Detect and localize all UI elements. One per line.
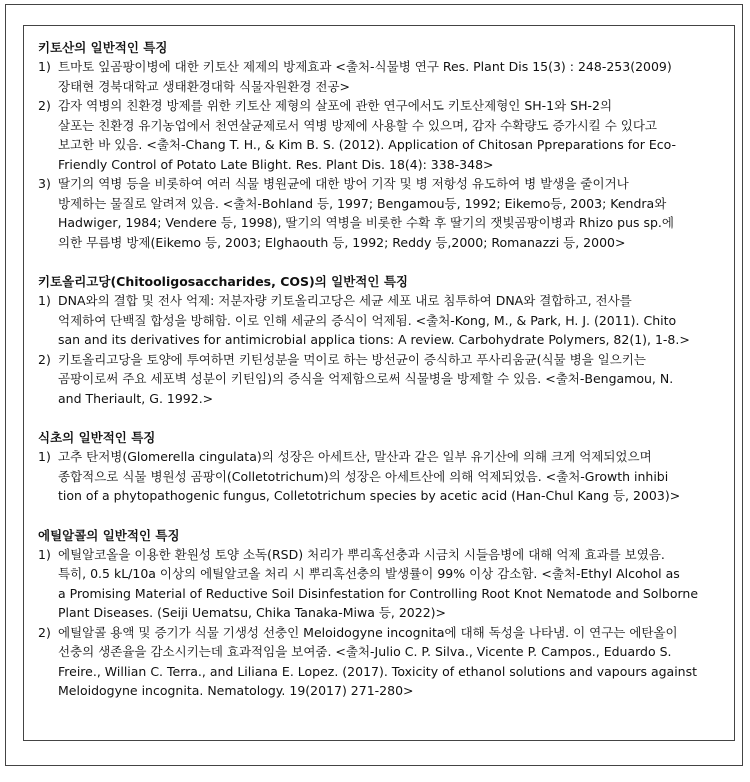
item-text-line: 선충의 생존율을 감소시키는데 효과적임을 보여줌. <출처-Julio C. P. Silva., Vicente P. Campos., Eduardo S.	[58, 644, 672, 659]
item-text-line: 고추 탄저병(Glomerella cingulata)의 성장은 아세트산, 말산과 같은 일부 유기산에 의해 크게 억제되었으며	[58, 449, 652, 464]
section-ethyl-alcohol	[38, 526, 722, 701]
item-number: 1)	[38, 59, 51, 74]
section-vinegar	[38, 428, 722, 506]
item-number: 1)	[38, 449, 51, 464]
section-chitosan	[38, 38, 722, 252]
item-text-line: 의한 무름병 방제(Eikemo 등, 2003; Elghaouth 등, 1992; Reddy 등,2000; Romanazzi 등, 2000>	[58, 234, 626, 250]
page-frame	[5, 4, 743, 766]
item-text-line: a Promising Material of Reductive Soil Disinfestation for Controlling Root Knot Nematode and Solborne	[58, 585, 699, 601]
section-heading: 키토산의 일반적인 특징	[38, 40, 168, 55]
item-text-line: 에틸알콜 용액 및 증기가 식물 기생성 선충인 Meloidogyne incognita에 대해 독성을 나타냄. 이 연구는 에탄올이	[58, 624, 678, 640]
item-number: 1)	[38, 546, 51, 562]
section-heading: 식초의 일반적인 특징	[38, 430, 156, 445]
item-number: 2)	[38, 98, 51, 113]
item-text-line: tion of a phytopathogenic fungus, Colletotrichum species by acetic acid (Han-Chul Kang 등, 2003)>	[58, 488, 681, 503]
item-number: 3)	[38, 176, 51, 191]
item-text-line: 억제하여 단백질 합성을 방해함. 이로 인해 세균의 증식이 억제됨. <출처-Kong, M., & Park, H. J. (2011). Chito	[58, 312, 677, 328]
item-text-line: DNA와의 결합 및 전사 억제: 저분자량 키토올리고당은 세균 세포 내로 침투하여 DNA와 결합하고, 전사를	[58, 293, 632, 308]
item-text-line: 딸기의 역병 등을 비롯하여 여러 식물 병원균에 대한 방어 기작 및 병 저항성 유도하여 병 발생을 줄이거나	[58, 176, 629, 191]
section-heading: 에틸알콜의 일반적인 특징	[38, 527, 180, 543]
item-text-line: Meloidogyne incognita. Nematology. 19(2017) 271-280>	[58, 683, 414, 698]
list-item	[38, 96, 722, 174]
list-item	[38, 447, 722, 506]
content-box	[23, 25, 735, 741]
item-text-line: 보고한 바 있음. <출처-Chang T. H., & Kim B. S. (2012). Application of Chitosan Ppreparations for Eco-	[58, 137, 677, 152]
list-item	[38, 623, 722, 701]
item-text-line: san and its derivatives for antimicrobial applica tions: A review. Carbohydrate Polymers, 82(1), 1-8.>	[58, 332, 690, 347]
item-text-line: 감자 역병의 친환경 방제를 위한 키토산 제형의 살포에 관한 연구에서도 키토산제형인 SH-1와 SH-2의	[58, 98, 613, 113]
item-text-line: 종합적으로 식물 병원성 곰팡이(Colletotrichum)의 성장은 아세트산에 의해 억제되었음. <출처-Growth inhibi	[58, 468, 669, 484]
section-chitooligosaccharides	[38, 272, 722, 408]
item-number: 1)	[38, 293, 51, 308]
item-number: 2)	[38, 351, 51, 367]
item-number: 2)	[38, 624, 51, 640]
item-text-line: Freire., Willian C. Terra., and Liliana E. Lopez. (2017). Toxicity of ethanol solutions and vapours against	[58, 663, 698, 679]
item-text-line: 장태현 경북대학교 생태환경대학 식물자원환경 전공>	[58, 78, 351, 94]
list-item	[38, 545, 722, 623]
list-item	[38, 174, 722, 252]
item-text-line: 곰팡이로써 주요 세포벽 성분이 키틴임)의 증식을 억제함으로써 식물병을 방제할 수 있음. <출처-Bengamou, N.	[58, 371, 674, 386]
item-text-line: 트마토 잎곰팡이병에 대한 키토산 제제의 방제효과 <출처-식물병 연구 Res. Plant Dis 15(3) : 248-253(2009)	[58, 59, 672, 74]
item-text-line: 키토올리고당을 토양에 투여하면 키틴성분을 먹이로 하는 방선균이 증식하고 푸사리움균(식물 병을 일으키는	[58, 351, 646, 367]
item-text-line: and Theriault, G. 1992.>	[58, 390, 214, 406]
item-text-line: Hadwiger, 1984; Vendere 등, 1998), 딸기의 역병을 비롯한 수확 후 딸기의 잿빛곰팡이병과 Rhizo pus sp.에	[58, 215, 674, 230]
list-item	[38, 291, 722, 350]
list-item	[38, 57, 722, 96]
item-text-line: 살포는 친환경 유기농업에서 천연살균제로서 역병 방제에 사용할 수 있으며, 감자 수확량도 증가시킬 수 있다고	[58, 117, 658, 133]
section-heading: 키토올리고당(Chitooligosaccharides, COS)의 일반적인 특징	[38, 274, 408, 289]
item-text-line: Friendly Control of Potato Late Blight. Res. Plant Dis. 18(4): 338-348>	[58, 156, 494, 172]
item-text-line: Plant Diseases. (Seiji Uematsu, Chika Tanaka-Miwa 등, 2022)>	[58, 605, 447, 620]
list-item	[38, 350, 722, 409]
item-text-line: 에틸알코올을 이용한 환원성 토양 소독(RSD) 처리가 뿌리혹선충과 시금치 시들음병에 대해 억제 효과를 보였음.	[58, 546, 665, 562]
item-text-line: 방제하는 물질로 알려져 있음. <출처-Bohland 등, 1997; Bengamou등, 1992; Eikemo등, 2003; Kendra와	[58, 195, 667, 211]
item-text-line: 특히, 0.5 kL/10a 이상의 에틸알코올 처리 시 뿌리혹선충의 발생률이 99% 이상 감소함. <출처-Ethyl Alcohol as	[58, 566, 680, 581]
